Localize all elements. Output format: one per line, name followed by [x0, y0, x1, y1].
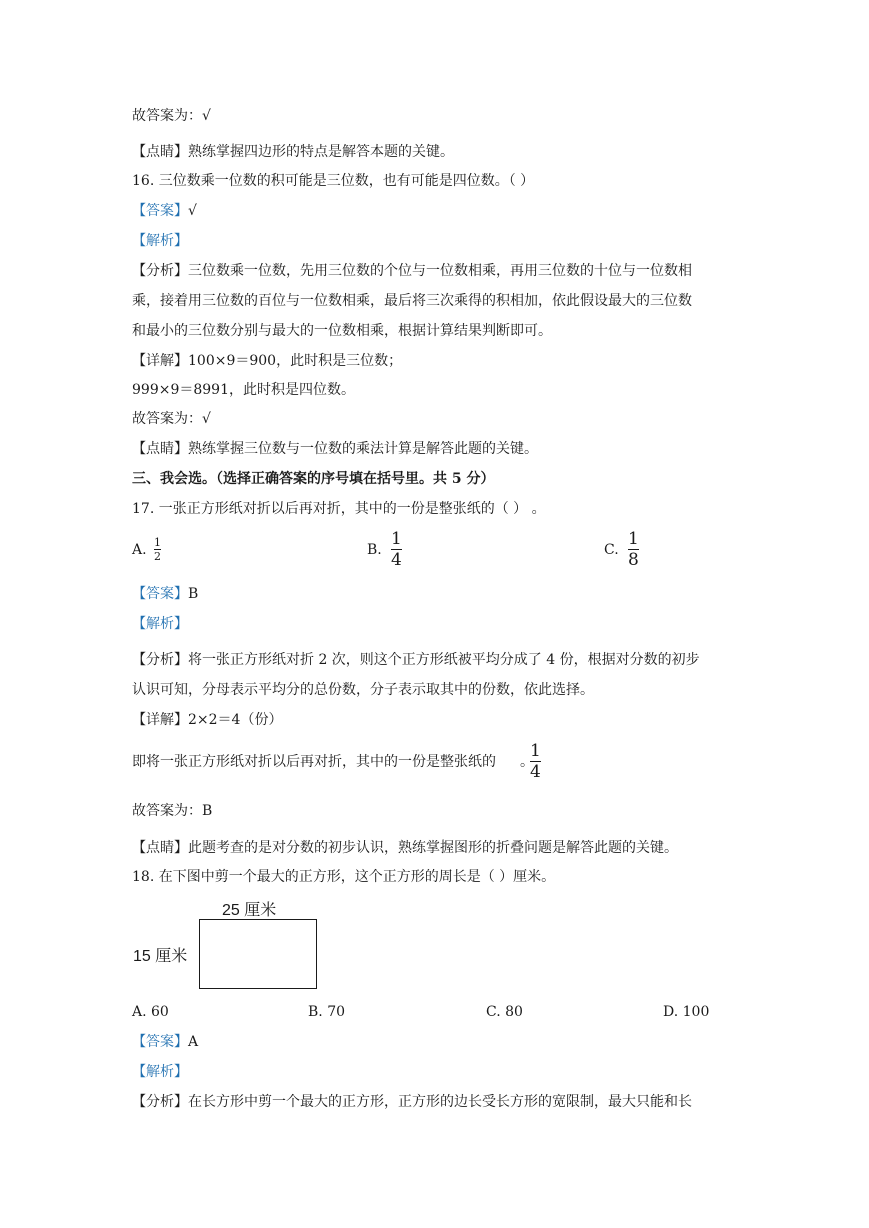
numerator: 1	[530, 741, 541, 761]
option-c: C. 80	[486, 1004, 523, 1020]
q17-detail-line-1	[132, 710, 282, 730]
tip-text: 此题考查的是对分数的初步认识，熟练掌握图形的折叠问题是解答此题的关键。	[188, 840, 678, 856]
option-c-label: C.	[604, 542, 619, 558]
tip-tag: 【点睛】	[132, 144, 188, 160]
question-18: 18. 在下图中剪一个最大的正方形，这个正方形的周长是（ ）厘米。	[132, 869, 556, 885]
tip-text: 熟练掌握四边形的特点是解答本题的关键。	[188, 144, 454, 160]
q16-answer	[132, 201, 197, 221]
answer-tag: 【答案】	[132, 203, 188, 219]
detail-tag: 【详解】	[132, 353, 188, 369]
detail-text: 2×2＝4（份）	[188, 712, 283, 728]
analysis-text: 在长方形中剪一个最大的正方形，正方形的边长受长方形的宽限制，最大只能和长	[188, 1094, 692, 1110]
answer-tag: 【答案】	[132, 586, 188, 602]
answer-line: 故答案为：√	[132, 108, 211, 124]
numerator: 1	[391, 529, 402, 549]
question-16: 16. 三位数乘一位数的积可能是三位数，也有可能是四位数。（ ）	[132, 173, 535, 189]
tip-tag: 【点睛】	[132, 441, 188, 457]
denominator: 8	[628, 550, 639, 570]
q18-analysis-line-1	[132, 1092, 692, 1112]
tip-line	[132, 142, 454, 162]
analysis-tag: 【分析】	[132, 263, 188, 279]
answer-value: √	[188, 203, 197, 219]
section-3-heading: 三、我会选。（选择正确答案的序号填在括号里。共 5 分）	[132, 471, 495, 487]
detail-end: 。	[520, 754, 534, 770]
q17-analysis-line-2: 认识可知，分母表示平均分的总份数，分子表示取其中的份数，依此选择。	[132, 682, 594, 698]
q16-detail-line-1	[132, 351, 402, 371]
analysis-tag: 【分析】	[132, 1094, 188, 1110]
option-a-fraction	[154, 536, 161, 563]
q17-analysis-tag: 【解析】	[132, 616, 188, 632]
figure-top-label: 25 厘米	[222, 902, 277, 919]
analysis-text: 三位数乘一位数，先用三位数的个位与一位数相乘，再用三位数的十位与一位数相	[188, 263, 692, 279]
denominator: 4	[530, 762, 541, 782]
question-17: 17. 一张正方形纸对折以后再对折，其中的一份是整张纸的（ ） 。	[132, 501, 546, 517]
option-c-fraction	[628, 529, 639, 570]
option-a-label: A.	[132, 542, 147, 558]
denominator: 4	[391, 550, 402, 570]
q17-tip	[132, 838, 678, 858]
q16-analysis-line-2: 乘，接着用三位数的百位与一位数相乘，最后将三次乘得的积相加，依此假设最大的三位数	[132, 293, 692, 309]
tip-tag: 【点睛】	[132, 840, 188, 856]
detail-text: 100×9＝900，此时积是三位数；	[188, 353, 403, 369]
denominator: 2	[154, 550, 161, 563]
q16-final-answer: 故答案为：√	[132, 411, 211, 427]
q16-tip	[132, 439, 538, 459]
analysis-tag: 【分析】	[132, 652, 188, 668]
detail-tag: 【详解】	[132, 712, 188, 728]
q16-analysis-line-1	[132, 261, 692, 281]
option-d: D. 100	[663, 1004, 710, 1020]
q18-analysis-tag: 【解析】	[132, 1064, 188, 1080]
numerator: 1	[154, 536, 161, 549]
q17-detail-line-2	[132, 752, 534, 772]
figure-left-label: 15 厘米	[133, 948, 188, 965]
answer-value: A	[188, 1034, 199, 1050]
answer-tag: 【答案】	[132, 1034, 188, 1050]
option-b-label: B.	[367, 542, 382, 558]
q16-analysis-line-3: 和最小的三位数分别与最大的一位数相乘，根据计算结果判断即可。	[132, 323, 552, 339]
answer-value: B	[188, 586, 199, 602]
detail-text: 即将一张正方形纸对折以后再对折，其中的一份是整张纸的	[132, 754, 496, 770]
numerator: 1	[628, 529, 639, 549]
q16-detail-line-2: 999×9＝8991，此时积是四位数。	[132, 382, 355, 398]
q18-answer	[132, 1032, 198, 1052]
q17-final-answer: 故答案为：B	[132, 803, 213, 819]
q17-analysis-line-1	[132, 650, 700, 670]
q16-analysis-tag: 【解析】	[132, 233, 188, 249]
tip-text: 熟练掌握三位数与一位数的乘法计算是解答此题的关键。	[188, 441, 538, 457]
option-b: B. 70	[308, 1004, 346, 1020]
q17-answer	[132, 584, 198, 604]
analysis-text: 将一张正方形纸对折 2 次，则这个正方形纸被平均分成了 4 份，根据对分数的初步	[188, 652, 700, 668]
option-a: A. 60	[132, 1004, 169, 1020]
rectangle-shape	[199, 919, 317, 989]
option-b-fraction	[391, 529, 402, 570]
q17-detail-fraction	[530, 741, 541, 782]
